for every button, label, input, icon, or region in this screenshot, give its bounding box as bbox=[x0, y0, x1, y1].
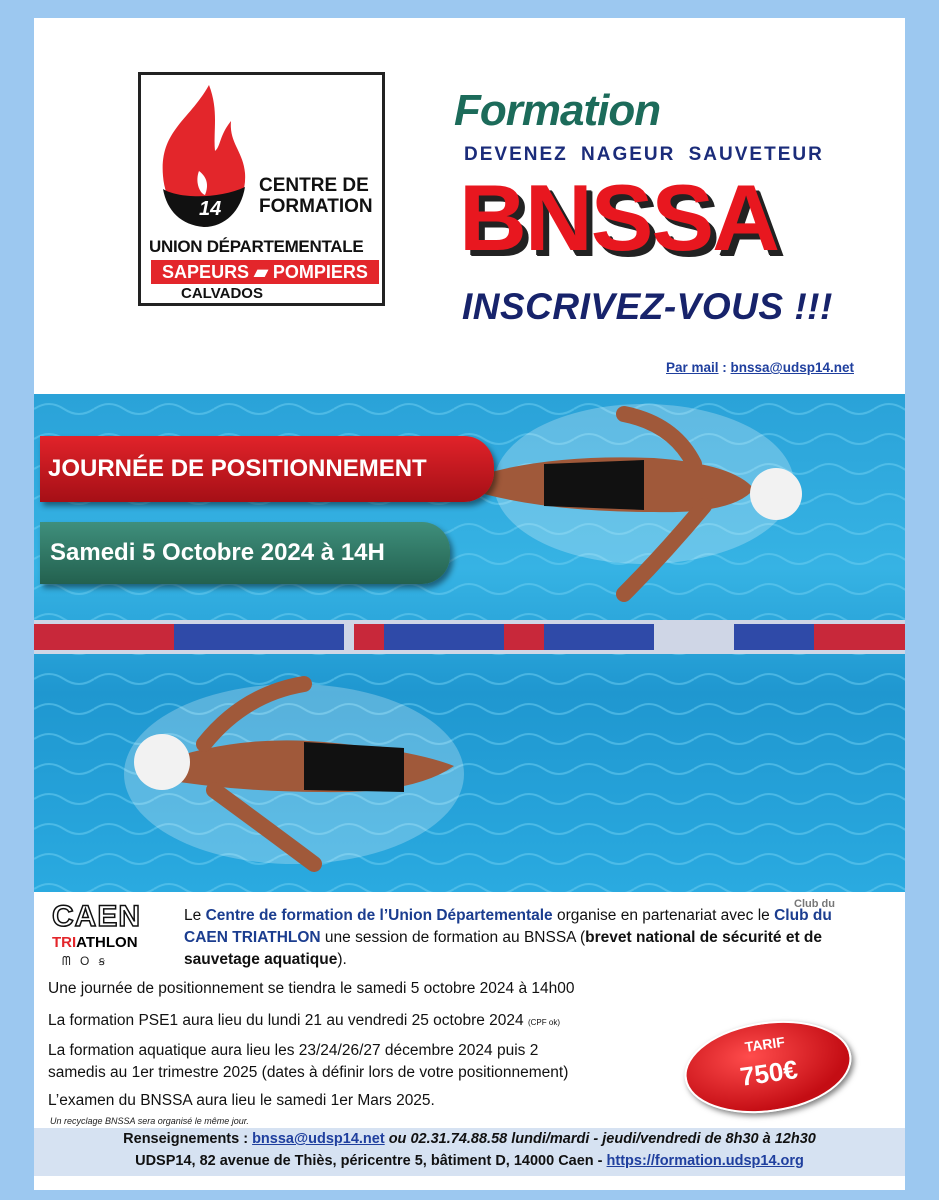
intro-p3: une session de formation au BNSSA ( bbox=[320, 929, 586, 946]
logo-centre-text bbox=[259, 175, 385, 217]
contact-address: UDSP14, 82 avenue de Thiès, péricentre 5, bâtiment D, 14000 Caen - bbox=[135, 1153, 607, 1169]
contact-line-2 bbox=[34, 1150, 905, 1172]
mail-sep: : bbox=[718, 360, 731, 375]
mail-link[interactable]: bnssa@udsp14.net bbox=[730, 360, 854, 375]
cpf-note: (CPF ok) bbox=[527, 1018, 560, 1027]
line-aquatique-1: La formation aquatique aura lieu les 23/24/26/27 décembre 2024 puis 2 bbox=[48, 1042, 539, 1059]
triathlon-text bbox=[52, 934, 138, 951]
positioning-day-badge: JOURNÉE DE POSITIONNEMENT bbox=[40, 436, 494, 502]
caen-text: CAEN bbox=[52, 900, 142, 933]
subtitle: DEVENEZ NAGEUR SAUVETEUR bbox=[464, 144, 824, 165]
club-du-ghost: Club du bbox=[794, 898, 835, 910]
triathlon-icons: ᗰ O ꞩ bbox=[62, 954, 108, 968]
formation-heading: Formation bbox=[454, 86, 661, 135]
contact-bar bbox=[34, 1128, 905, 1176]
line-pse1-text: La formation PSE1 aura lieu du lundi 21 au vendredi 25 octobre 2024 bbox=[48, 1012, 524, 1029]
intro-p2: organise en partenariat avec le bbox=[552, 907, 775, 924]
intro-brevet: brevet national de sécurité et de sauvetage aquatique bbox=[184, 929, 823, 968]
line-aquatique-2: samedis au 1er trimestre 2025 (dates à définir lors de votre positionnement) bbox=[48, 1064, 569, 1081]
logo-sapeurs: SAPEURS ▰ POMPIERS bbox=[151, 260, 379, 284]
flyer-page bbox=[34, 18, 905, 1190]
line-positionnement: Une journée de positionnement se tiendra le samedi 5 octobre 2024 à 14h00 bbox=[48, 980, 575, 997]
intro-club: Club du CAEN TRIATHLON bbox=[184, 907, 832, 946]
contact-website-link[interactable]: https://formation.udsp14.org bbox=[606, 1153, 804, 1169]
flame-icon bbox=[149, 81, 259, 231]
athlon-text: ATHLON bbox=[76, 934, 138, 951]
price-value: 750€ bbox=[738, 1054, 800, 1092]
intro-p1: Le bbox=[184, 907, 206, 924]
caen-triathlon-logo bbox=[50, 900, 150, 974]
intro-p4: ). bbox=[337, 951, 347, 968]
contact-phone: ou 02.31.74.88.58 bbox=[384, 1131, 512, 1147]
mail-line bbox=[666, 360, 854, 375]
lane-rope bbox=[34, 620, 905, 654]
intro-paragraph bbox=[184, 905, 874, 971]
bottom-strip bbox=[34, 1178, 905, 1190]
logo-line1: CENTRE DE bbox=[259, 175, 369, 196]
register-cta: INSCRIVEZ-VOUS !!! bbox=[462, 286, 833, 327]
date-badge: Samedi 5 Octobre 2024 à 14H bbox=[40, 522, 450, 584]
contact-label: Renseignements : bbox=[123, 1131, 253, 1147]
logo-calvados: CALVADOS bbox=[181, 285, 263, 302]
bnssa-title: BNSSA bbox=[459, 165, 779, 270]
contact-hours: lundi/mardi - jeudi/vendredi de 8h30 à 12h30 bbox=[511, 1131, 816, 1147]
recyclage-note: Un recyclage BNSSA sera organisé le même jour. bbox=[50, 1116, 249, 1126]
price-label: TARIF bbox=[743, 1033, 786, 1055]
udsp14-logo bbox=[138, 72, 385, 306]
price-badge bbox=[679, 1011, 858, 1124]
line-pse1 bbox=[48, 1012, 560, 1030]
contact-line-1 bbox=[34, 1128, 905, 1150]
logo-number: 14 bbox=[199, 198, 222, 220]
tri-text: TRI bbox=[52, 934, 77, 951]
logo-line2: FORMATION bbox=[259, 196, 373, 217]
line-examen: L’examen du BNSSA aura lieu le samedi 1er Mars 2025. bbox=[48, 1092, 435, 1109]
contact-email-link[interactable]: bnssa@udsp14.net bbox=[252, 1131, 385, 1147]
pool-photo bbox=[34, 394, 905, 892]
mail-label: Par mail bbox=[666, 360, 719, 375]
logo-union: UNION DÉPARTEMENTALE bbox=[149, 237, 364, 256]
intro-centre: Centre de formation de l’Union Départementale bbox=[205, 907, 553, 924]
swimmer-bottom bbox=[124, 684, 464, 864]
